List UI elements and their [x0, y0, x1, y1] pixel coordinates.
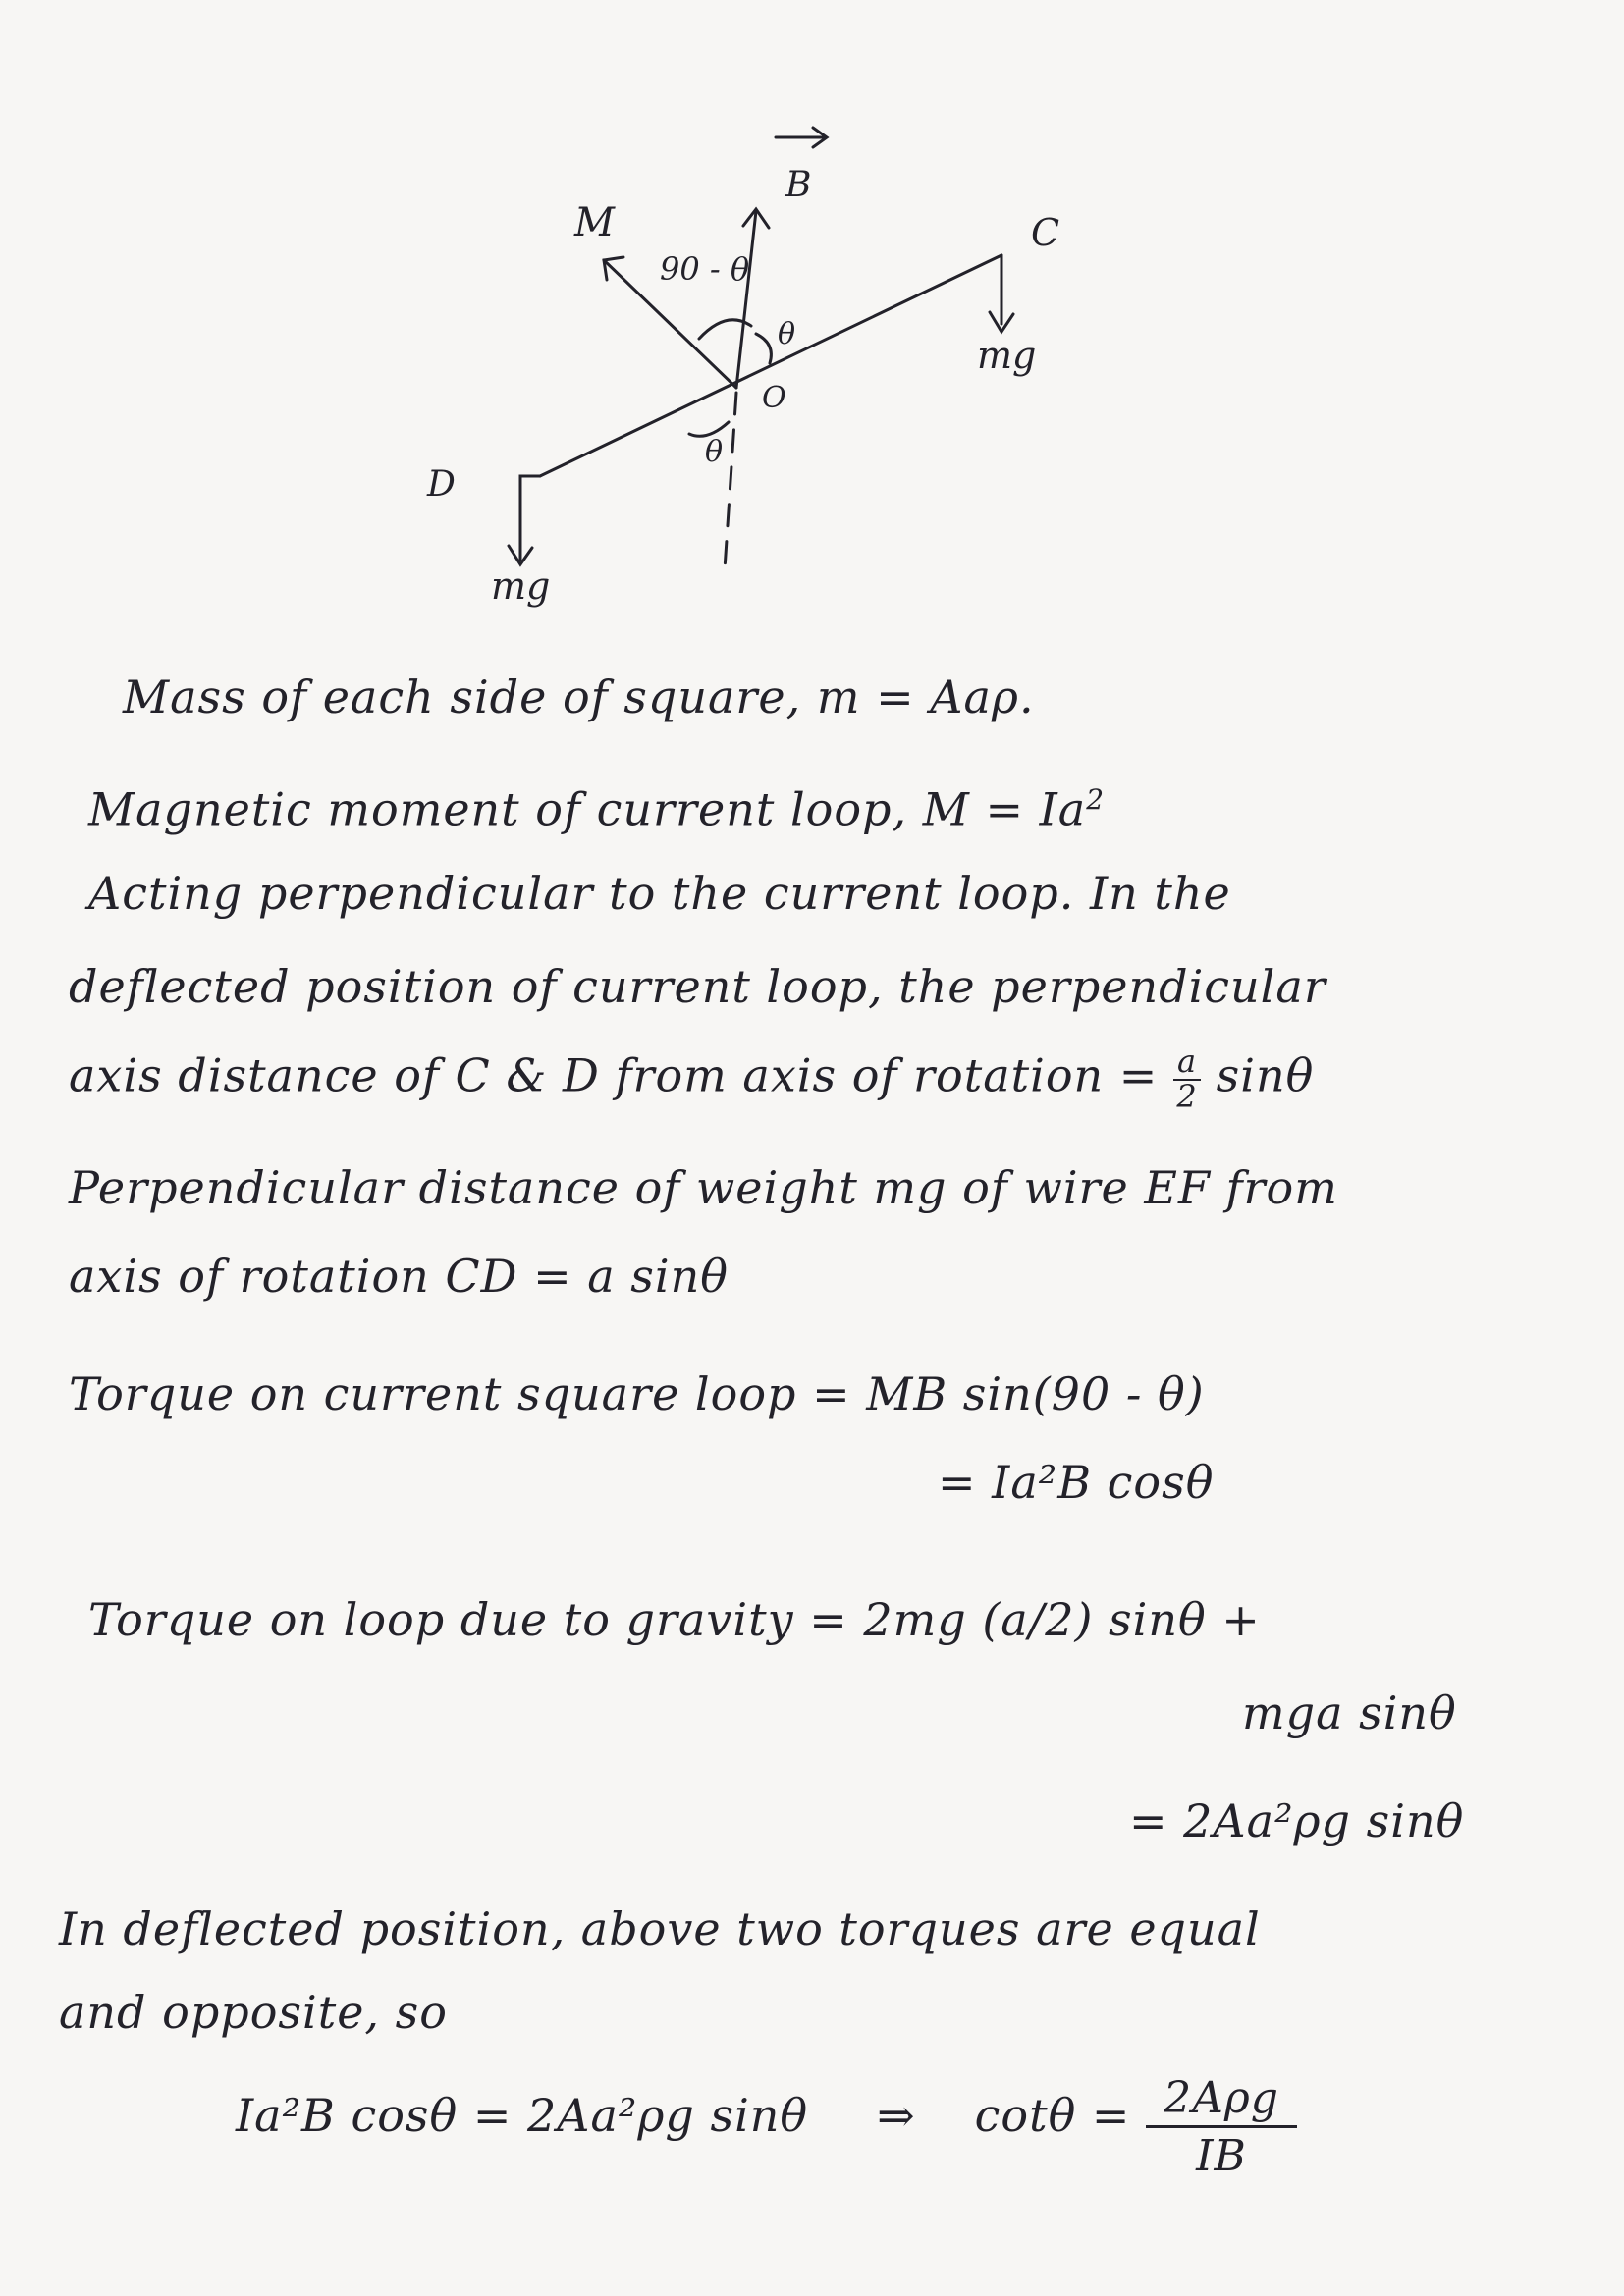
- b-vector: [736, 211, 756, 388]
- line-deflected: deflected position of current loop, the perpendicular: [69, 960, 1326, 1013]
- line-magnetic-moment: [88, 771, 1105, 838]
- label-d: D: [427, 464, 456, 505]
- b-overarrow: [776, 128, 827, 147]
- line-acting: Acting perpendicular to the current loop. In the: [88, 867, 1231, 920]
- final-equation-left: Ia²B cosθ = 2Aa²ρg sinθ: [236, 2089, 809, 2143]
- label-o: O: [762, 381, 786, 415]
- label-mg-right: mg: [977, 334, 1037, 377]
- label-theta-bottom: θ: [705, 435, 724, 469]
- line-mass: Mass of each side of square, m = Aaρ.: [123, 670, 1035, 723]
- line-torque-gravity-value: = 2mg (a/2) sinθ +: [809, 1593, 1261, 1646]
- line-torque-current: [69, 1364, 1205, 1423]
- line-final-equation: [236, 2073, 1297, 2182]
- wire-cd: [540, 255, 1001, 476]
- final-fraction-den: IB: [1196, 2131, 1247, 2182]
- line-axis-distance-sin: sinθ: [1216, 1048, 1315, 1102]
- arc-theta-top: [756, 334, 771, 363]
- line-axis-distance: [69, 1042, 1315, 1115]
- line-torque-gravity: [88, 1590, 1261, 1649]
- left-hang-wire: [520, 476, 540, 560]
- line-torque-gravity-text: Torque on loop due to gravity: [88, 1593, 794, 1646]
- final-fraction: [1146, 2073, 1297, 2182]
- line-torque-gravity-result: = 2Aa²ρg sinθ: [1129, 1794, 1465, 1847]
- label-mg-left: mg: [491, 564, 551, 608]
- label-angle-90: 90 - θ: [660, 250, 750, 288]
- line-torque-current-result: = Ia²B cosθ: [938, 1456, 1215, 1509]
- line-torque-current-text: Torque on current square loop =: [69, 1367, 851, 1420]
- diagram-svg: [0, 0, 1624, 707]
- label-b: B: [785, 165, 812, 205]
- line-axis-distance-text: axis distance of C & D from axis of rotation =: [69, 1048, 1159, 1102]
- fraction-a-over-2: [1173, 1042, 1201, 1115]
- line-equilibrium: In deflected position, above two torques are equal: [59, 1902, 1261, 1955]
- line-torque-gravity-cont: mga sinθ: [1242, 1686, 1457, 1739]
- line-axis-rotation: axis of rotation CD = a sinθ: [69, 1250, 729, 1303]
- line-torque-current-value: MB sin(90 - θ): [866, 1367, 1205, 1420]
- cot-label: cotθ =: [974, 2089, 1131, 2143]
- line-magnetic-moment-text: Magnetic moment of current loop, M = Ia: [88, 782, 1087, 836]
- line-magnetic-moment-sup: 2: [1086, 783, 1106, 816]
- dashed-vertical: [725, 393, 736, 569]
- fraction-den: 2: [1176, 1077, 1198, 1115]
- final-fraction-num: 2Aρg: [1146, 2076, 1297, 2128]
- line-opposite: and opposite, so: [59, 1986, 448, 2039]
- implies-arrow: ⇒: [877, 2089, 916, 2143]
- line-perpendicular: Perpendicular distance of weight mg of wire EF from: [69, 1161, 1338, 1214]
- fraction-num: a: [1173, 1045, 1201, 1081]
- loop-diagram: [0, 0, 1624, 707]
- label-theta-top: θ: [778, 317, 796, 351]
- label-c: C: [1031, 211, 1060, 254]
- label-m: M: [574, 200, 615, 245]
